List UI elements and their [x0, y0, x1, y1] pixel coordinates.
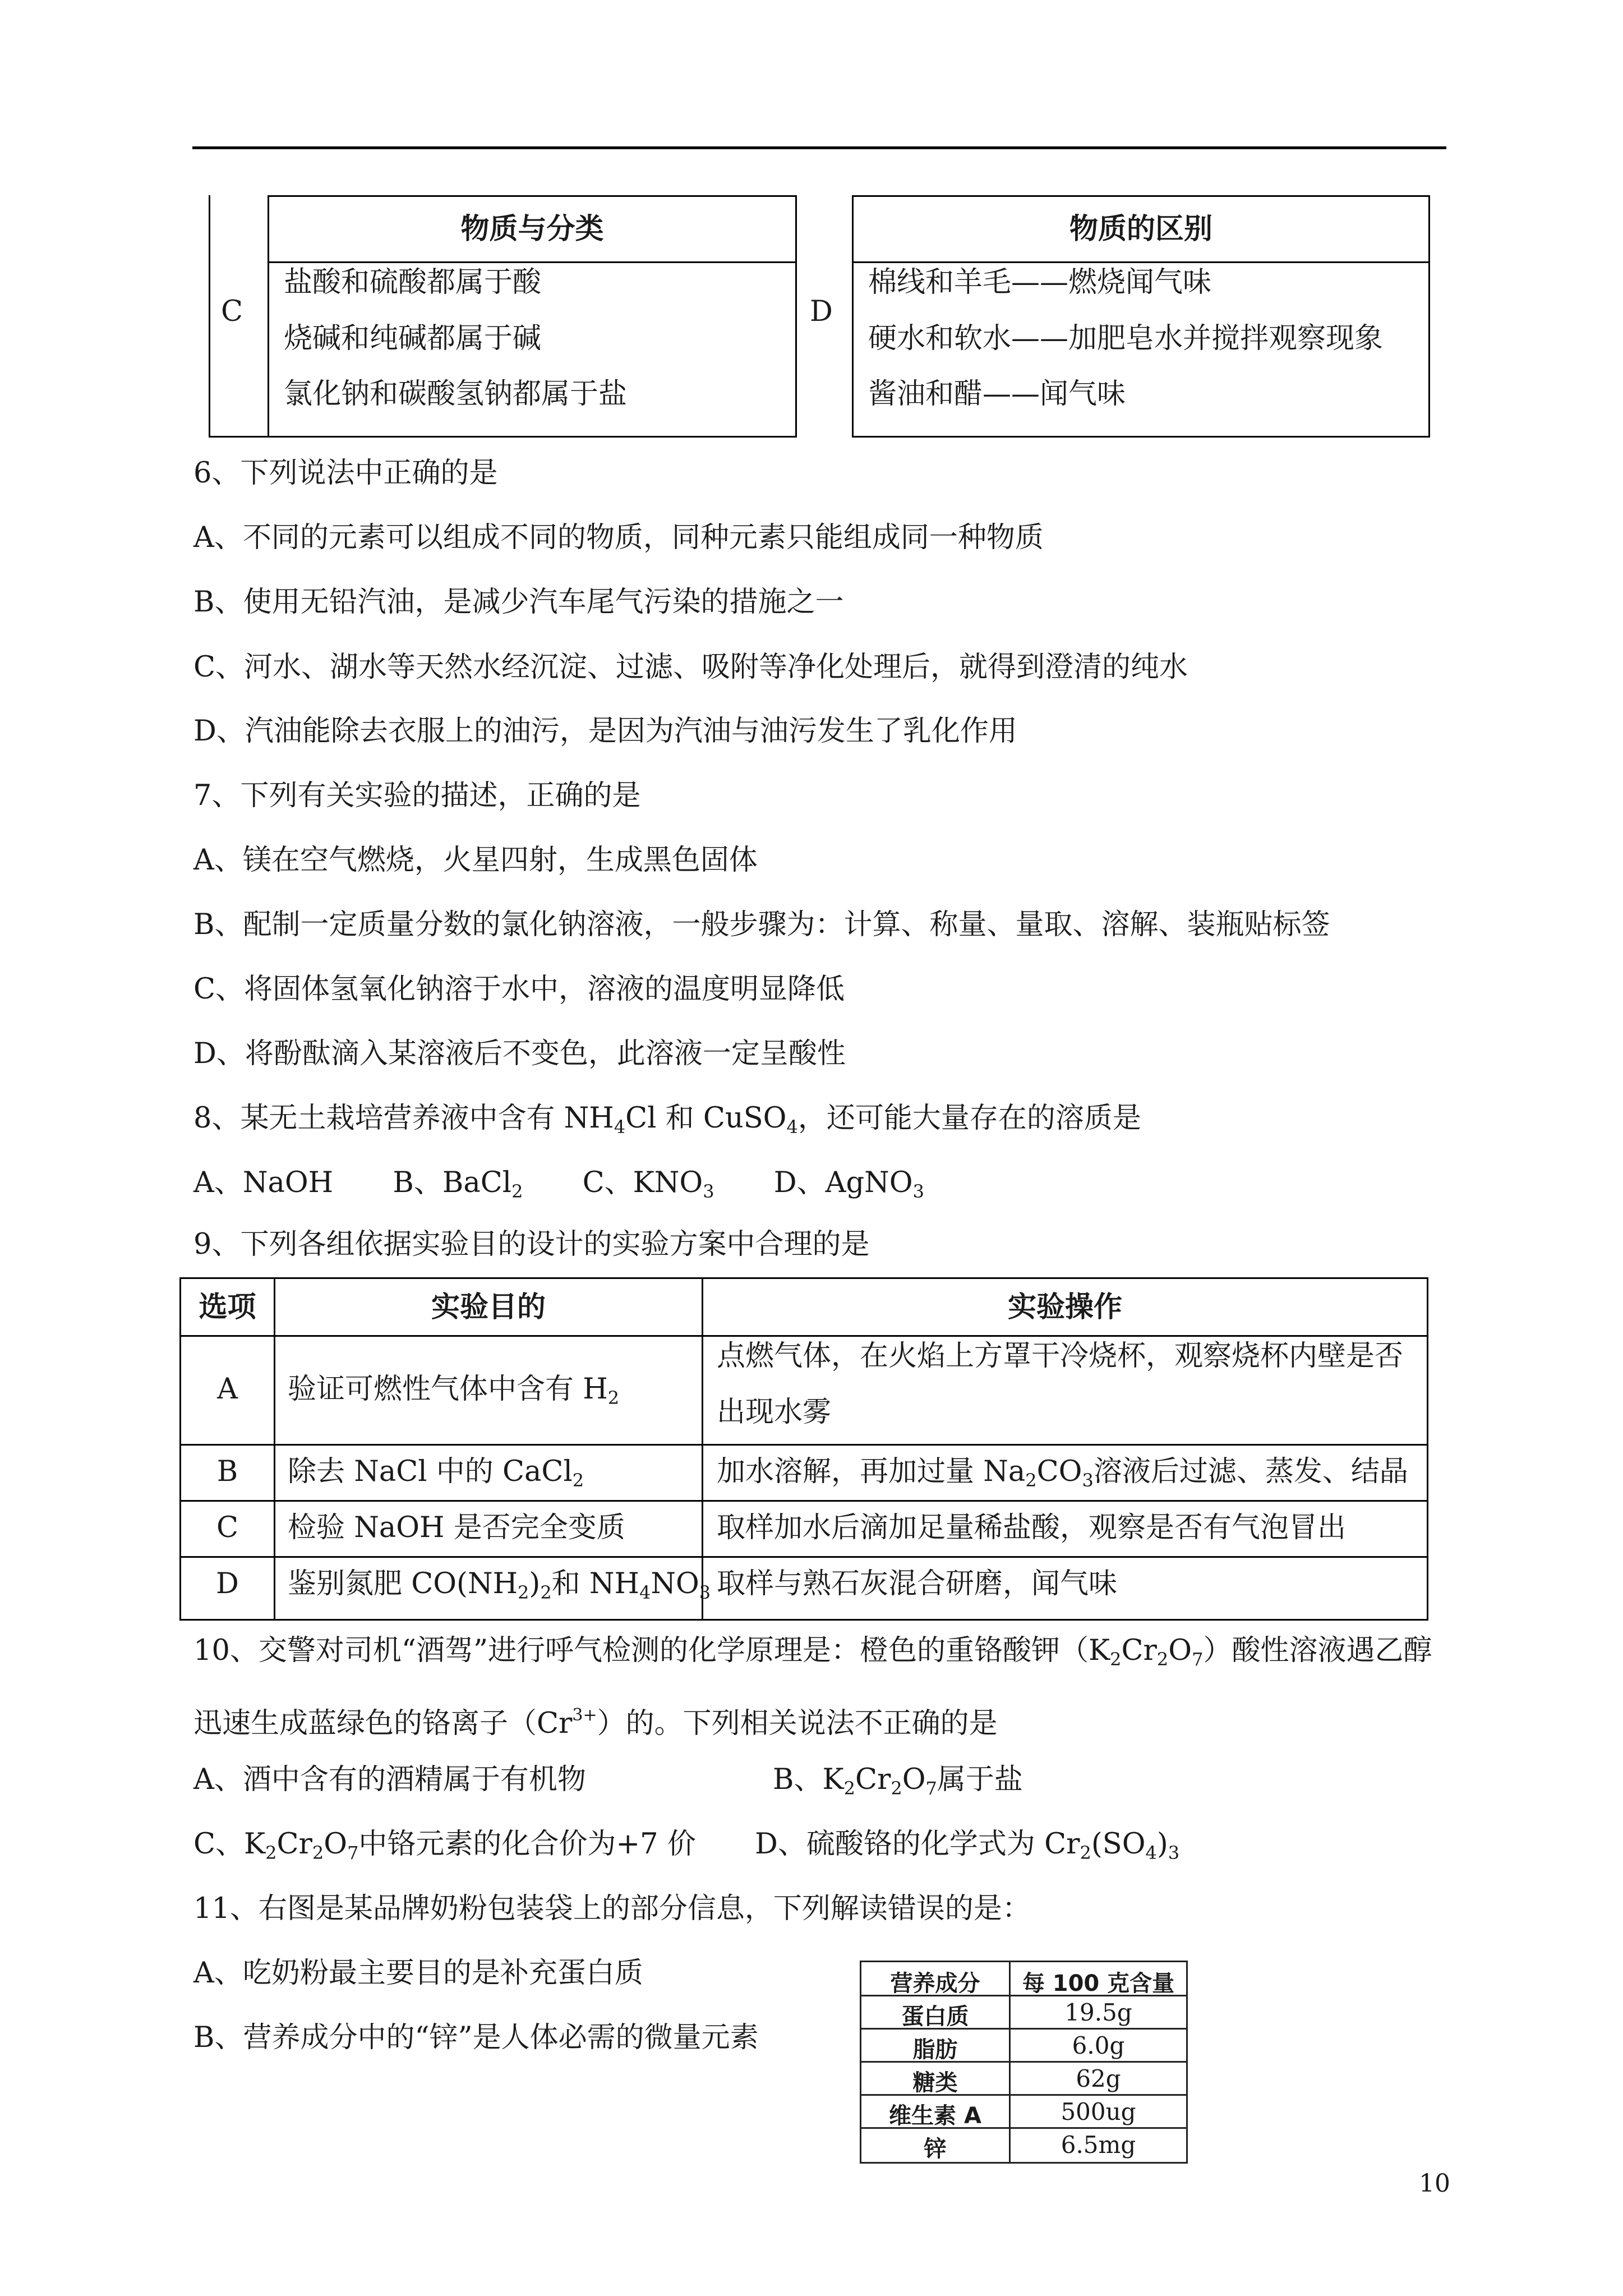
- q9-row-b-operation: 加水溶解，再加过量 $Na_2CO_3$溶液后过滤、蒸发、结晶: [717, 1455, 1408, 1491]
- nutrition-row-value: 500ug: [1061, 2098, 1136, 2125]
- q10-line1: 10、交警对司机“酒驾”进行呼气检测的化学原理是：橙色的重铬酸钾$(K_2Cr_2O_7)$酸性溶液遇乙醇: [193, 1634, 1432, 1670]
- q10-option-d: D、硫酸铬的化学式为 $Cr_2(SO_4)_3$: [755, 1828, 1180, 1864]
- q6-option-a: A、不同的元素可以组成不同的物质，同种元素只能组成同一种物质: [193, 521, 1044, 554]
- option-d-box: [852, 195, 1430, 438]
- nutrition-row-name: 糖类: [912, 2070, 958, 2096]
- option-d-label: D: [810, 295, 833, 328]
- q8-option-b: B、BaCl$_2$: [393, 1166, 523, 1202]
- q10-line2: 迅速生成蓝绿色的铬离子$(Cr^{3+})$的。下列相关说法不正确的是: [193, 1705, 998, 1740]
- q9-row-a-purpose: 验证可燃性气体中含有 $H_2$: [288, 1373, 620, 1409]
- q8-option-d: D、AgNO$_3$: [773, 1166, 924, 1202]
- option-d-item: 棉线和羊毛——燃烧闻气味: [868, 266, 1212, 299]
- option-c-label: C: [221, 295, 243, 328]
- option-c-item: 氯化钠和碳酸氢钠都属于盐: [284, 378, 628, 411]
- option-d-header: 物质的区别: [854, 197, 1428, 263]
- q11-stem: 11、右图是某品牌奶粉包装袋上的部分信息，下列解读错误的是：: [193, 1892, 1031, 1925]
- q9-table: [179, 1277, 1428, 1621]
- q9-row-d-option: D: [216, 1567, 239, 1600]
- option-c-header: 物质与分类: [269, 197, 795, 263]
- q10-option-a: A、酒中含有的酒精属于有机物: [193, 1763, 586, 1796]
- q9-row-d-operation: 取样与熟石灰混合研磨，闻气味: [717, 1567, 1118, 1600]
- q9-row-b-option: B: [216, 1455, 238, 1488]
- q7-option-c: C、将固体氢氧化钠溶于水中，溶液的温度明显降低: [193, 973, 845, 1006]
- option-d-item: 硬水和软水——加肥皂水并搅拌观察现象: [868, 322, 1384, 355]
- cd-option-table: [209, 195, 1430, 438]
- q9-header-operation: 实验操作: [1007, 1290, 1122, 1324]
- q9-row-a-operation-cont: 出现水雾: [717, 1396, 832, 1429]
- q8-option-c: C、$KNO_3$: [582, 1166, 714, 1202]
- nutrition-row-value: 6.0g: [1072, 2032, 1125, 2059]
- q7-option-b: B、配制一定质量分数的氯化钠溶液，一般步骤为：计算、称量、量取、溶解、装瓶贴标签: [193, 908, 1330, 941]
- option-c-item: 烧碱和纯碱都属于碱: [284, 322, 542, 355]
- q11-option-b: B、营养成分中的“锌”是人体必需的微量元素: [193, 2021, 759, 2054]
- q6-option-d: D、汽油能除去衣服上的油污，是因为汽油与油污发生了乳化作用: [193, 715, 1017, 748]
- q8-option-a: A、NaOH: [193, 1166, 334, 1199]
- q9-row-c-operation: 取样加水后滴加足量稀盐酸，观察是否有气泡冒出: [717, 1511, 1347, 1544]
- q9-row-a-operation: 点燃气体，在火焰上方罩干冷烧杯，观察烧杯内壁是否: [717, 1340, 1404, 1373]
- q6-option-b: B、使用无铅汽油，是减少汽车尾气污染的措施之一: [193, 586, 844, 619]
- option-c-box: [268, 195, 797, 438]
- nutrition-row-name: 维生素 A: [889, 2103, 981, 2129]
- q7-stem: 7、下列有关实验的描述，正确的是: [193, 779, 641, 812]
- q10-option-b: B、$K_2Cr_2O_7$属于盐: [773, 1763, 1023, 1799]
- nutrition-header-value: 每 100 克含量: [1022, 1971, 1175, 1996]
- option-d-item: 酱油和醋——闻气味: [868, 378, 1126, 411]
- q9-row-c-option: C: [216, 1511, 239, 1544]
- nutrition-row-value: 19.5g: [1064, 1999, 1132, 2026]
- option-c-item: 盐酸和硫酸都属于酸: [284, 266, 542, 299]
- q8-stem: 8、某无土栽培营养液中含有 $NH_4Cl$ 和 CuSO$_4$，还可能大量存在的溶质是: [193, 1102, 1141, 1138]
- nutrition-table: [860, 1961, 1188, 2164]
- q9-stem: 9、下列各组依据实验目的设计的实验方案中合理的是: [193, 1228, 870, 1261]
- q10-option-c: C、$K_2Cr_2O_7$中铬元素的化合价为+7 价: [193, 1828, 696, 1864]
- nutrition-row-name: 蛋白质: [901, 2004, 969, 2030]
- nutrition-row-value: 62g: [1076, 2065, 1121, 2092]
- q6-option-c: C、河水、湖水等天然水经沉淀、过滤、吸附等净化处理后，就得到澄清的纯水: [193, 651, 1188, 684]
- q7-option-d: D、将酚酞滴入某溶液后不变色，此溶液一定呈酸性: [193, 1037, 846, 1070]
- cd-left-border: [209, 195, 210, 438]
- nutrition-row-name: 脂肪: [912, 2037, 958, 2063]
- q11-option-a: A、吃奶粉最主要目的是补充蛋白质: [193, 1957, 643, 1990]
- q7-option-a: A、镁在空气燃烧，火星四射，生成黑色固体: [193, 844, 758, 877]
- nutrition-row-name: 锌: [924, 2136, 947, 2162]
- q9-row-b-purpose: 除去 NaCl 中的 CaCl$_2$: [288, 1455, 584, 1491]
- page-number: 10: [1419, 2169, 1450, 2198]
- q9-header-purpose: 实验目的: [431, 1290, 546, 1324]
- q6-stem: 6、下列说法中正确的是: [193, 457, 498, 490]
- nutrition-row-value: 6.5mg: [1061, 2131, 1136, 2159]
- header-rule: [192, 146, 1446, 149]
- q9-row-d-purpose: 鉴别氮肥 $CO(NH_2)_2$和 $NH_4NO_3$: [288, 1567, 711, 1603]
- q9-header-option: 选项: [199, 1290, 256, 1324]
- q9-row-c-purpose: 检验 NaOH 是否完全变质: [288, 1511, 625, 1544]
- q9-row-a-option: A: [217, 1373, 238, 1406]
- q8-options: [193, 1166, 924, 1208]
- nutrition-header-name: 营养成分: [890, 1971, 980, 1996]
